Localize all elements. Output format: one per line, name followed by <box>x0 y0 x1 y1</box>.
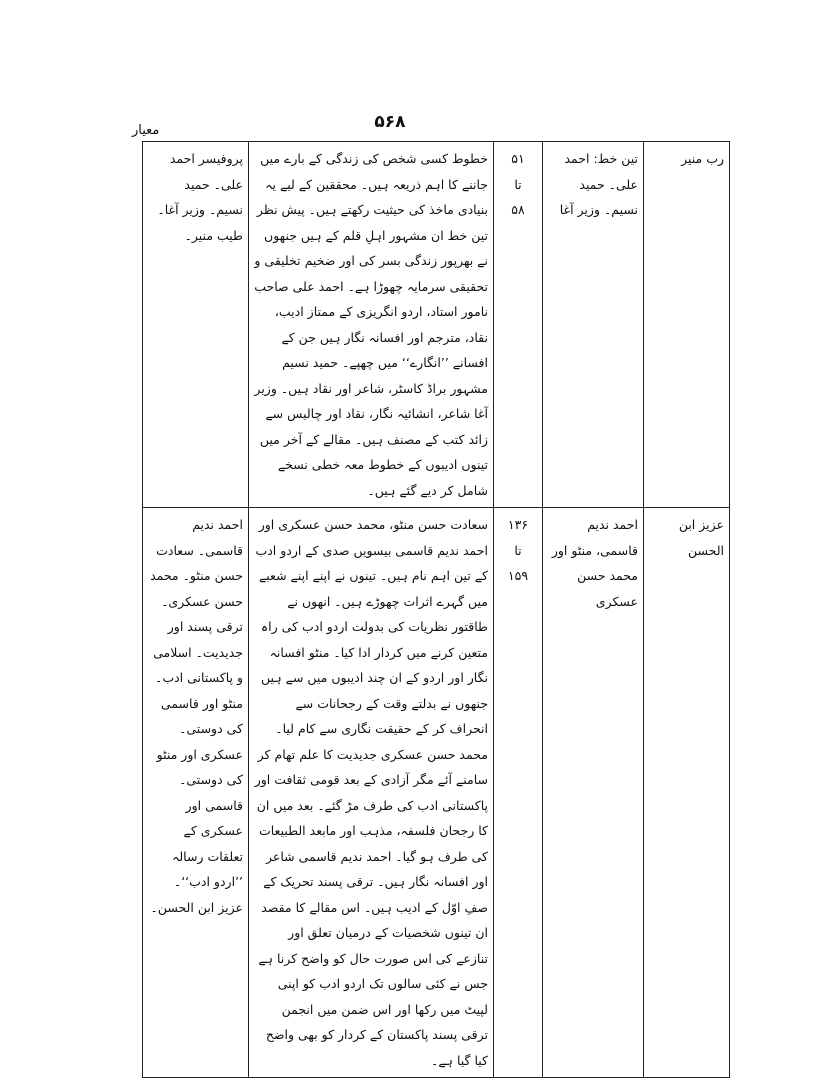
journal-name: معیار <box>132 123 160 138</box>
keywords-cell: احمد ندیم قاسمی۔ سعادت حسن منٹو۔ محمد حسن عسکری۔ ترقی پسند اور جدیدیت۔ اسلامی و پاکستانی ادب۔ منٹو اور قاسمی کی دوستی۔ عسکری اور منٹو کی دوستی۔ قاسمی اور عسکری کے تعلقات رسالہ ’’اردو ادب‘‘۔ عزیز ابن الحسن۔ <box>143 508 249 1078</box>
abstract-cell: خطوط کسی شخص کی زندگی کے بارے میں جاننے کا اہم ذریعہ ہیں۔ محققین کے لیے یہ بنیادی ماخذ کی حیثیت رکھتے ہیں۔ پیش نظر تین خط ان مشہور اہلِ قلم کے ہیں جنھوں نے بھرپور زندگی بسر کی اور ضخیم تخلیقی و تحقیقی سرمایہ چھوڑا ہے۔ احمد علی صاحب نامور استاد، اردو انگریزی کے ممتاز ادیب، نقاد، مترجم اور افسانہ نگار ہیں جن کے افسانے ’’انگارے‘‘ میں چھپے۔ حمید نسیم مشہور براڈ کاسٹر، شاعر اور نقاد ہیں۔ وزیر آغا شاعر، انشائیہ نگار، نقاد اور چالیس سے زائد کتب کے مصنف ہیں۔ مقالے کے آخر میں تینوں ادیبوں کے خطوط معہ خطی نسخے شامل کر دیے گئے ہیں۔ <box>249 142 494 508</box>
table-row <box>143 508 730 1078</box>
page-end: ۵۸ <box>511 202 525 217</box>
author-cell: رب منیر <box>644 142 730 508</box>
page-start: ۵۱ <box>511 151 525 166</box>
abstract-cell: سعادت حسن منٹو، محمد حسن عسکری اور احمد ندیم قاسمی بیسویں صدی کے اردو ادب کے تین اہم نام ہیں۔ تینوں نے اپنے اپنے شعبے میں گہرے اثرات چھوڑے ہیں۔ انھوں نے طاقتور نظریات کی بدولت اردو ادب کی راہ متعین کرنے میں کردار ادا کیا۔ منٹو افسانہ نگار اور اردو کے ان چند ادیبوں میں سے ہیں جنھوں نے بدلتے وقت کے رجحانات سے انحراف کر کے حقیقت نگاری سے کام لیا۔ محمد حسن عسکری جدیدیت کا علم تھام کر سامنے آئے مگر آزادی کے بعد قومی ثقافت اور پاکستانی ادب کی طرف مڑ گئے۔ بعد میں ان کا رجحان فلسفہ، مذہب اور مابعد الطبیعات کی طرف ہو گیا۔ احمد ندیم قاسمی شاعر اور افسانہ نگار ہیں۔ ترقی پسند تحریک کے صفِ اوّل کے ادیب ہیں۔ اس مقالے کا مقصد ان تینوں شخصیات کے درمیان تعلق اور تنازعے کی اس صورت حال کو واضح کرنا ہے جس نے کئی سالوں تک اردو ادب کو اپنی لپیٹ میں رکھا اور اس ضمن میں انجمن ترقی پسند پاکستان کے کردار کو بھی واضح کیا گیا ہے۔ <box>249 508 494 1078</box>
keywords-cell: پروفیسر احمد علی۔ حمید نسیم۔ وزیر آغا۔ طیب منیر۔ <box>143 142 249 508</box>
page-range-word: تا <box>514 542 522 558</box>
title-cell: احمد ندیم قاسمی، منٹو اور محمد حسن عسکری <box>543 508 644 1078</box>
author-cell: عزیز ابن الحسن <box>644 508 730 1078</box>
page-number: ۵۶۸ <box>374 112 406 132</box>
page-range-word: تا <box>514 176 522 192</box>
pages-cell <box>494 508 543 1078</box>
page-start: ۱۳۶ <box>507 517 529 532</box>
pages-cell <box>494 142 543 508</box>
article-index-table <box>142 141 730 1078</box>
page-end: ۱۵۹ <box>507 568 529 583</box>
table-row <box>143 142 730 508</box>
title-cell: تین خط: احمد علی۔ حمید نسیم۔ وزیر آغا <box>543 142 644 508</box>
